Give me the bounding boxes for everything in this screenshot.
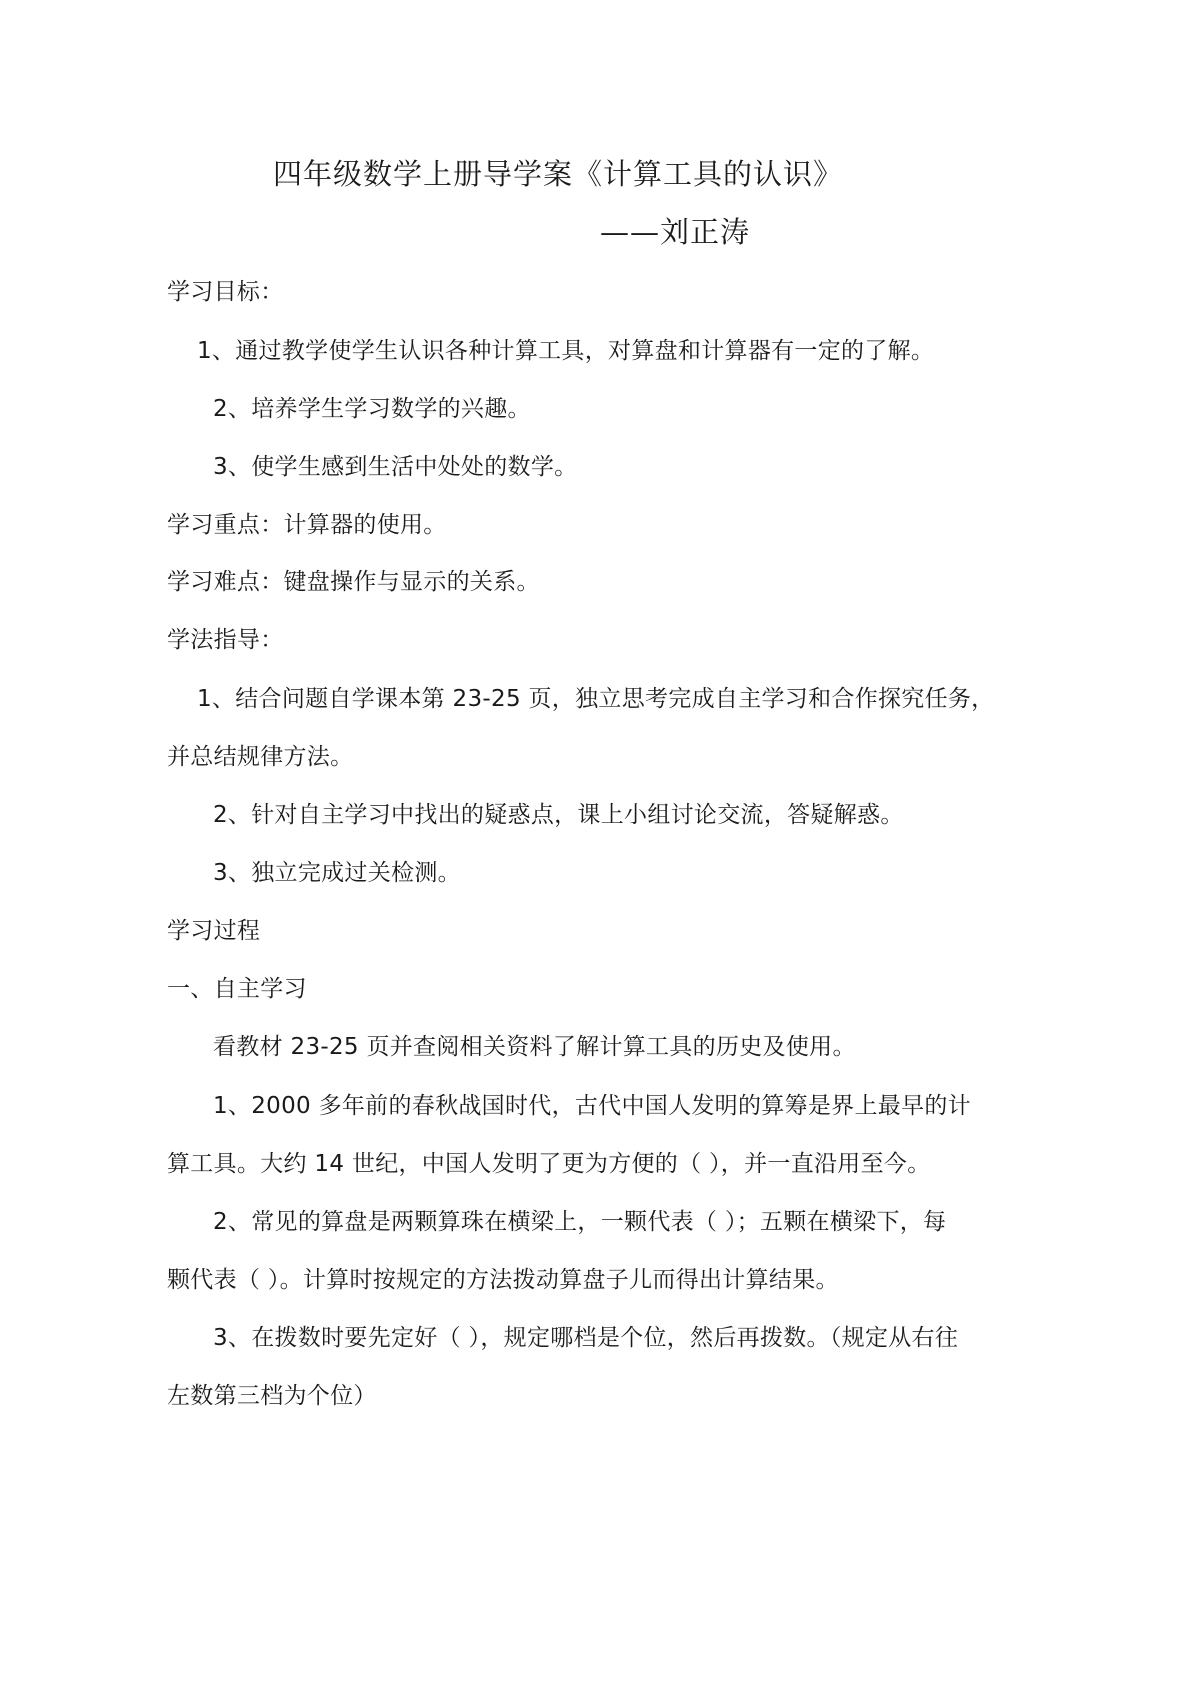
question-1: 1、2000 多年前的春秋战国时代，古代中国人发明的算筹是界上最早的计 [213,1093,971,1119]
guidance-item: 2、针对自主学习中找出的疑惑点，课上小组讨论交流，答疑解惑。 [213,802,904,828]
process-heading: 学习过程 [167,918,261,944]
question-3-continued: 左数第三档为个位） [167,1383,377,1409]
objective-item: 1、通过教学使学生认识各种计算工具，对算盘和计算器有一定的了解。 [197,338,935,364]
question-1-continued: 算工具。大约 14 世纪，中国人发明了更为方便的（ ），并一直沿用至今。 [167,1151,931,1177]
key-point: 学习重点：计算器的使用。 [167,512,447,538]
section-heading: 一、自主学习 [167,976,307,1002]
guidance-item: 1、结合问题自学课本第 23-25 页，独立思考完成自主学习和合作探究任务， [197,686,995,712]
guidance-item-continued: 并总结规律方法。 [167,744,354,770]
objective-item: 2、培养学生学习数学的兴趣。 [213,396,531,422]
document-author: ——刘正涛 [600,215,751,249]
objectives-heading: 学习目标： [167,279,284,305]
document-title: 四年级数学上册导学案《计算工具的认识》 [273,157,844,191]
question-2-continued: 颗代表（ ）。计算时按规定的方法拨动算盘子儿而得出计算结果。 [167,1267,839,1293]
section-intro: 看教材 23-25 页并查阅相关资料了解计算工具的历史及使用。 [213,1034,856,1060]
difficulty-point: 学习难点：键盘操作与显示的关系。 [167,569,540,595]
guidance-item: 3、独立完成过关检测。 [213,860,461,886]
question-2: 2、常见的算盘是两颗算珠在横梁上，一颗代表（ ）；五颗在横梁下，每 [213,1209,947,1235]
question-3: 3、在拨数时要先定好（ ），规定哪档是个位，然后再拨数。（规定从右往 [213,1325,959,1351]
objective-item: 3、使学生感到生活中处处的数学。 [213,454,578,480]
guidance-heading: 学法指导： [167,627,284,653]
